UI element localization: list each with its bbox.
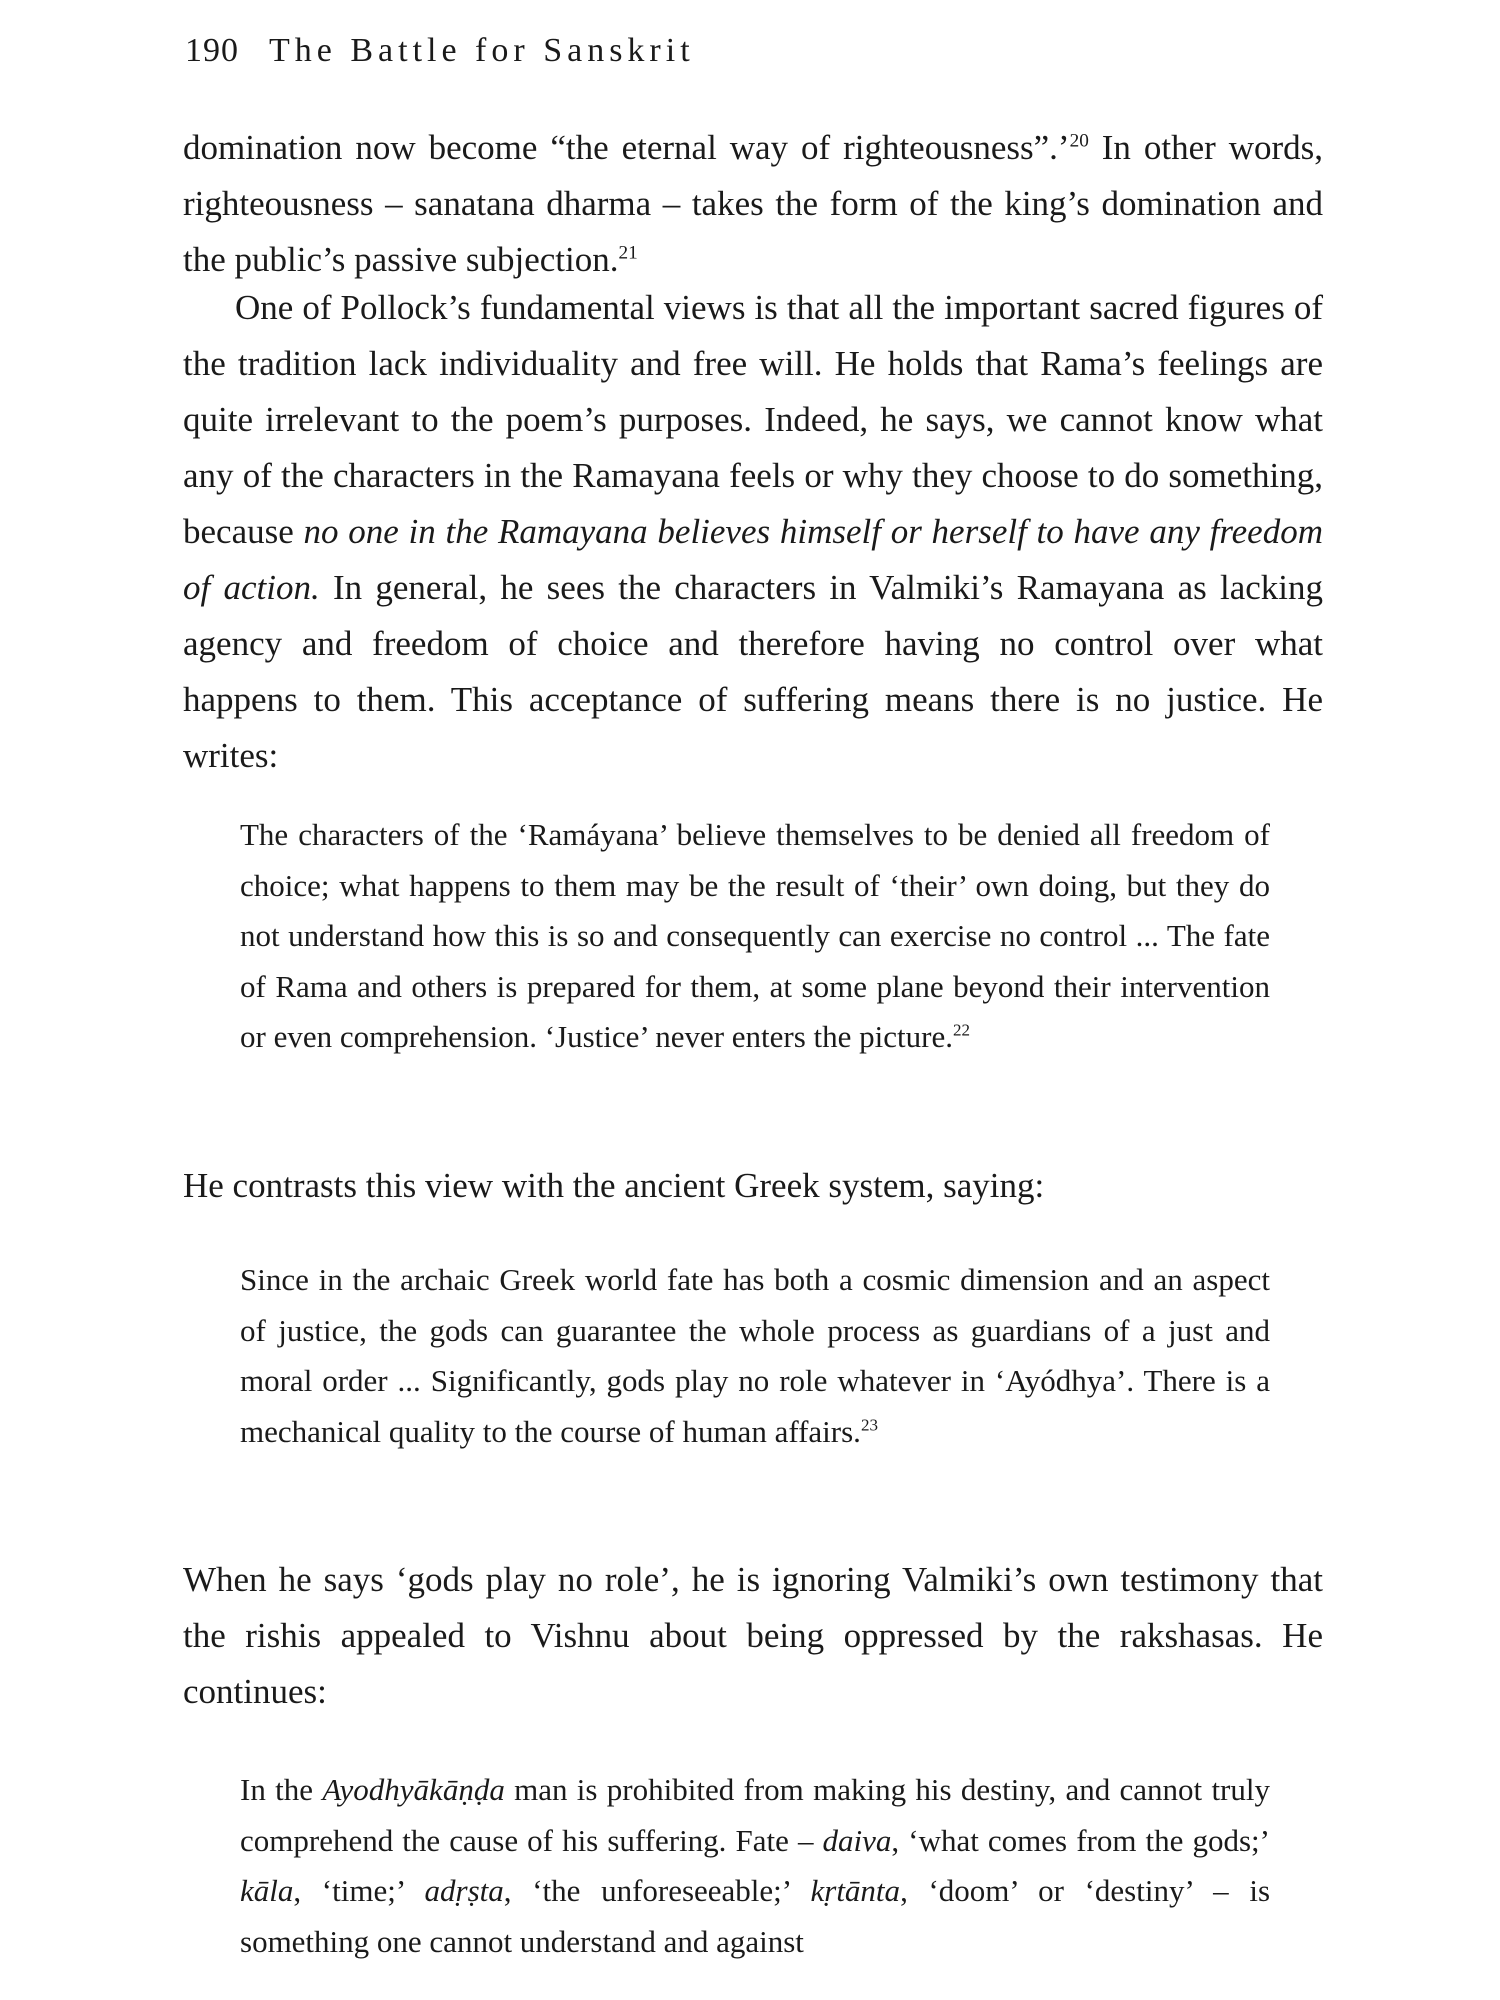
footnote-ref-22: 22 [953,1020,971,1040]
paragraph-1 [183,120,1323,288]
paragraph-1-text-a: domination now become “the eternal way of righteousness”.’ [183,128,1070,167]
page-number: 190 [185,32,239,69]
running-title: The Battle for Sanskrit [269,32,695,69]
block-quote-3-text-3: , ‘what comes from the gods;’ [891,1822,1270,1858]
paragraph-2-text-a: One of Pollock’s fundamental views is that all the important sacred figures of the tradition lack individuality and free will. He holds that Rama’s feelings are quite irrelevant to the poem’s purposes. Indeed, he says, we cannot know what any of the characters in the Ramayana feels or why they choose to do something, because [183,288,1323,551]
paragraph-2-text-b: In general, he sees the characters in Valmiki’s Ramayana as lacking agency and freedom of choice and therefore having no control over what happens to them. This acceptance of suffering means there is no justice. He writes: [183,568,1323,775]
paragraph-4-text: When he says ‘gods play no role’, he is ignoring Valmiki’s own testimony that the rishis appealed to Vishnu about being oppressed by the rakshasas. He continues: [183,1560,1323,1711]
paragraph-2 [183,280,1323,784]
footnote-ref-20: 20 [1069,130,1089,152]
block-quote-3-italic-3: kāla [240,1873,294,1908]
block-quote-3-italic-1: Ayodhyākāṇḍa [322,1772,505,1807]
block-quote-2-text: Since in the archaic Greek world fate has both a cosmic dimension and an aspect of justice, the gods can guarantee the whole process as guardians of a just and moral order ... Significantly, gods play no role whatever in ‘Ayódhya’. There is a mechanical quality to the course of human affairs. [240,1262,1270,1449]
running-header [185,32,695,70]
footnote-ref-21: 21 [618,242,638,264]
block-quote-1-text: The characters of the ‘Ramáyana’ believe themselves to be denied all freedom of choice; what happens to them may be the result of ‘their’ own doing, but they do not understand how this is so and consequently can exercise no control ... The fate of Rama and others is prepared for them, at some plane beyond their intervention or even comprehension. ‘Justice’ never enters the picture. [240,817,1270,1054]
block-quote-3-text-6: , ‘doom’ or ‘destiny’ – is something one cannot understand and against [240,1873,1271,1959]
block-quote-3-italic-2: daiva [822,1822,892,1858]
block-quote-3-text-5: , ‘the unforeseeable;’ [503,1873,811,1908]
paragraph-3 [183,1158,1323,1214]
block-quote-3-text-2: man is prohibited from making his destiny, and cannot truly comprehend the cause of his suffering. Fate – [240,1772,1270,1858]
block-quote-2 [240,1255,1270,1457]
paragraph-4 [183,1552,1323,1720]
block-quote-3-italic-5: kṛtānta [810,1873,901,1908]
paragraph-1-text-b: In other words, righteousness – sanatana dharma – takes the form of the king’s domination and the public’s passive subjection. [183,128,1324,279]
block-quote-3 [240,1765,1270,1967]
paragraph-2-italic: no one in the Ramayana believes himself or herself to have any freedom of action. [183,512,1323,607]
footnote-ref-23: 23 [860,1415,878,1435]
block-quote-3-italic-4: adṛṣta [424,1873,504,1908]
paragraph-3-text: He contrasts this view with the ancient Greek system, saying: [183,1166,1045,1205]
block-quote-3-text-4: , ‘time;’ [293,1873,425,1908]
block-quote-1 [240,810,1270,1063]
block-quote-3-text-1: In the [240,1772,323,1807]
